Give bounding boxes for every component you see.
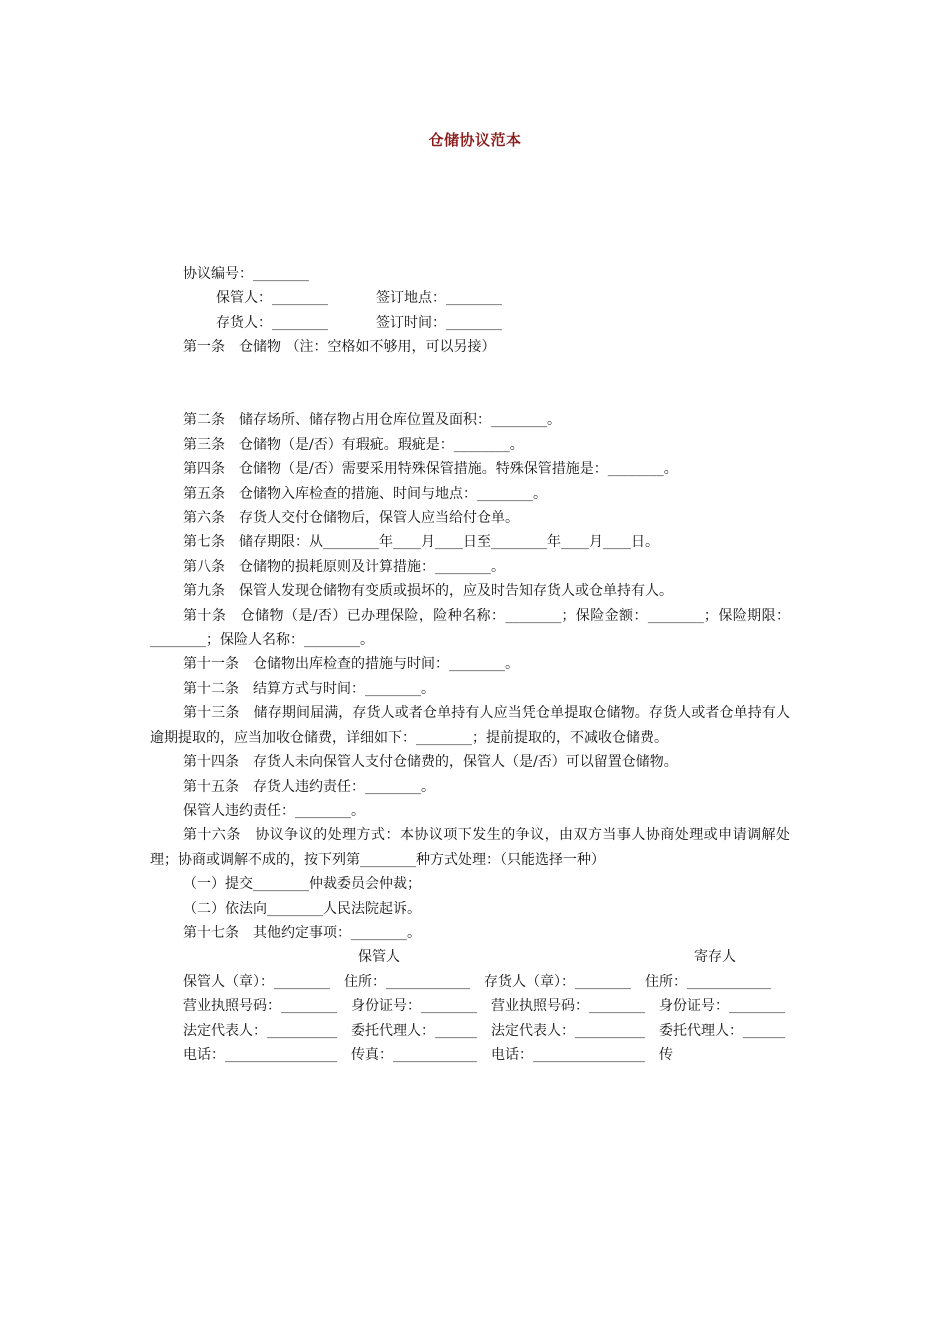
article-14: 第十四条 存货人未向保管人支付仓储费的，保管人（是/否）可以留置仓储物。 bbox=[183, 754, 678, 771]
depositor-signature-heading: 寄存人 bbox=[694, 949, 736, 966]
keeper-signature-heading: 保管人 bbox=[358, 949, 400, 966]
sign-time-field: 签订时间：________ bbox=[376, 314, 502, 331]
article-9: 第九条 保管人发现仓储物有变质或损坏的，应及时告知存货人或仓单持有人。 bbox=[183, 583, 673, 600]
article-13: 第十三条 储存期间届满，存货人或者仓单持有人应当凭仓单提取仓储物。存货人或者仓单持有人逾期提取的，应当加收仓储费，详细如下：________；提前提取的，不减收仓储费。 bbox=[150, 705, 790, 746]
agreement-number: 协议编号：________ bbox=[183, 266, 309, 282]
article-15: 第十五条 存货人违约责任：________。 bbox=[183, 778, 435, 795]
article-12: 第十二条 结算方式与时间：________。 bbox=[183, 680, 435, 697]
depositor-field: 存货人：________ bbox=[216, 314, 328, 331]
article-1: 第一条 仓储物 （注：空格如不够用，可以另接） bbox=[183, 339, 496, 356]
sign-place-field: 签订地点：________ bbox=[376, 290, 502, 307]
signature-headers bbox=[150, 945, 790, 969]
signature-row-representative: 法定代表人：__________ 委托代理人：______ 法定代表人：__________ 委托代理人：______ bbox=[183, 1022, 785, 1039]
signature-row-seal: 保管人（章）：________ 住所：____________ 存货人（章）：________ 住所：____________ bbox=[183, 973, 771, 990]
article-16-option-1: （一）提交________仲裁委员会仲裁； bbox=[183, 876, 421, 893]
article-15-keeper: 保管人违约责任：________。 bbox=[183, 802, 365, 819]
article-8: 第八条 仓储物的损耗原则及计算措施：________。 bbox=[183, 558, 505, 575]
keeper-field: 保管人：________ bbox=[216, 290, 328, 307]
article-11: 第十一条 仓储物出库检查的措施与时间：________。 bbox=[183, 656, 519, 673]
contract-body bbox=[150, 262, 790, 1067]
article-7: 第七条 储存期限：从________年____月____日至________年____月____日。 bbox=[183, 534, 659, 551]
article-17: 第十七条 其他约定事项：________。 bbox=[183, 924, 421, 941]
article-10: 第十条 仓储物（是/否）已办理保险，险种名称：________；保险金额：________；保险期限：________；保险人名称：________。 bbox=[150, 607, 790, 649]
signature-row-license: 营业执照号码：________ 身份证号：________ 营业执照号码：________ 身份证号：________ bbox=[183, 998, 785, 1015]
signature-row-phone: 电话：________________ 传真：____________ 电话：________________ 传 bbox=[183, 1046, 673, 1063]
article-16-option-2: （二）依法向________人民法院起诉。 bbox=[183, 900, 421, 917]
depositor-line bbox=[150, 311, 790, 335]
article-16: 第十六条 协议争议的处理方式：本协议项下发生的争议，由双方当事人协商处理或申请调解处理；协商或调解不成的，按下列第________种方式处理：（只能选择一种） bbox=[150, 827, 790, 868]
document-title: 仓储协议范本 bbox=[428, 131, 522, 149]
article-5: 第五条 仓储物入库检查的措施、时间与地点：________。 bbox=[183, 485, 547, 502]
article-3: 第三条 仓储物（是/否）有瑕疵。瑕疵是：________。 bbox=[183, 436, 524, 453]
keeper-line bbox=[150, 286, 790, 310]
article-2: 第二条 储存场所、储存物占用仓库位置及面积：________。 bbox=[183, 412, 561, 429]
article-4: 第四条 仓储物（是/否）需要采用特殊保管措施。特殊保管措施是：________。 bbox=[183, 461, 678, 478]
article-6: 第六条 存货人交付仓储物后，保管人应当给付仓单。 bbox=[183, 510, 519, 527]
